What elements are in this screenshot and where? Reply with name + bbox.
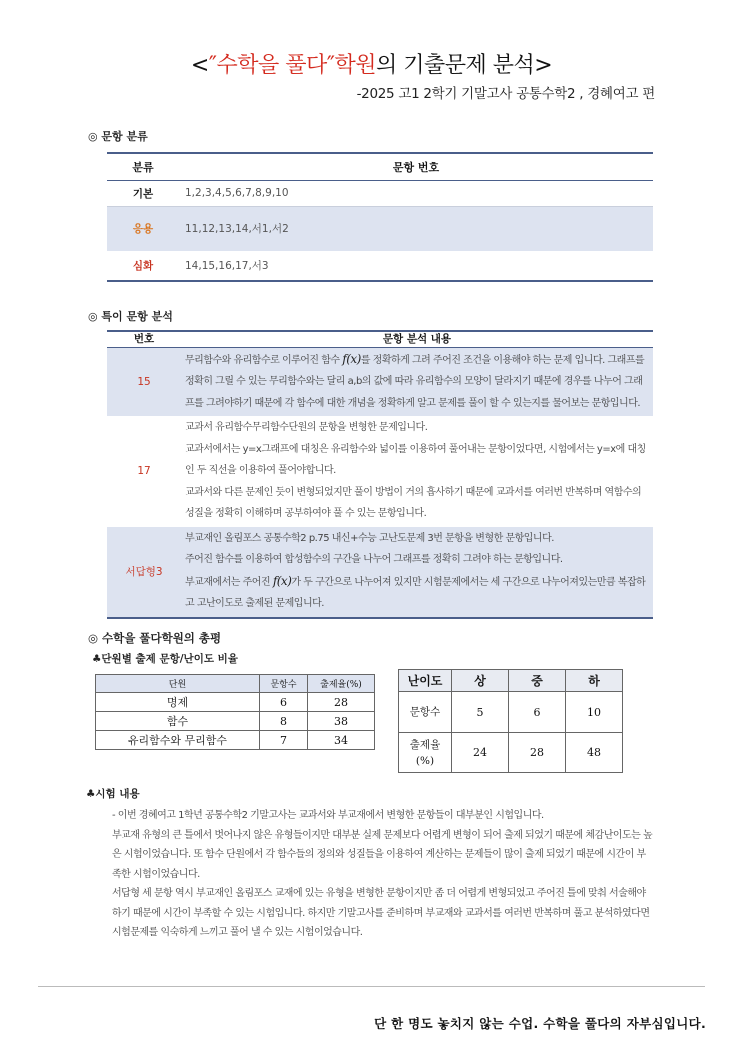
col-category-header: 분류 bbox=[107, 153, 179, 180]
title-academy-name: ″수학을 풀다″학원 bbox=[208, 53, 376, 78]
unit-count: 8 bbox=[260, 712, 308, 731]
unit-header-row bbox=[96, 675, 375, 693]
unit-name: 명제 bbox=[96, 693, 260, 712]
function-fx: f(x) bbox=[272, 573, 292, 588]
difficulty-label: 난이도 bbox=[399, 670, 452, 692]
table-row bbox=[399, 733, 623, 773]
analysis-text-part: 입니다. 그래프를 정확히 그릴 수 있는 무리함수와는 달리 a,b의 값에 따라 유리함수의 모양이 달라지기 때문에 경우를 나누어 그래프를 그려야하기 때문에 각 함수에 대한 개념을 정확하게 알고 문제를 풀이 할 수 있는지를 물어보는 문항입니다. bbox=[185, 354, 645, 409]
analysis-table bbox=[107, 330, 653, 619]
analysis-paragraph: 교과서와 다른 문제인 듯이 변형되었지만 풀이 방법이 거의 흡사하기 때문에 교과서를 여러번 반복하며 역함수의 성질을 정확히 이해하며 공부하여야 풀 수 있는 문항입니다. bbox=[185, 486, 642, 519]
page-subtitle: -2025 고1 2학기 기말고사 공통수학2 , 경혜여고 편 bbox=[356, 86, 655, 102]
rate-high: 24 bbox=[452, 733, 509, 773]
title-suffix: 의 기출문제 분석> bbox=[375, 53, 553, 78]
title-prefix: < bbox=[190, 53, 209, 78]
analysis-paragraph: 교과서에서는 y=x그래프에 대칭은 유리함수와 넓이를 이용하여 풀어내는 문항이었다면, 시험에서는 y=x에 대칭인 두 직선을 이용하여 풀어야합니다. bbox=[185, 443, 646, 476]
analysis-item-text bbox=[181, 347, 653, 416]
analysis-paragraph: 주어진 함수를 이용하여 합성함수의 구간을 나누어 그래프를 정확히 그려야 하는 문항입니다. bbox=[185, 554, 563, 565]
rate-col-header: 출제율(%) bbox=[308, 675, 375, 693]
analysis-item-text bbox=[181, 416, 653, 527]
category-applied: 응용 bbox=[107, 206, 179, 251]
category-basic: 기본 bbox=[107, 180, 179, 206]
col-numbers-header: 문항 번호 bbox=[179, 153, 653, 180]
count-low: 10 bbox=[566, 692, 623, 733]
count-high: 5 bbox=[452, 692, 509, 733]
rate-label-unit: (%) bbox=[415, 754, 435, 767]
table-row bbox=[107, 416, 653, 527]
table-row bbox=[96, 693, 375, 712]
difficulty-low: 하 bbox=[566, 670, 623, 692]
count-col-header: 문항수 bbox=[260, 675, 308, 693]
analysis-text-part: 를 정확하게 그려 주어진 조건을 이용해야 하는 문제 bbox=[360, 354, 572, 366]
count-label: 문항수 bbox=[399, 692, 452, 733]
analysis-item-text bbox=[181, 527, 653, 618]
table-row bbox=[107, 527, 653, 618]
unit-rate: 38 bbox=[308, 712, 375, 731]
analysis-paragraph: 교과서 유리함수무리함수단원의 문항을 변형한 문제입니다. bbox=[185, 422, 428, 433]
footer-divider bbox=[38, 986, 705, 987]
table-row bbox=[96, 712, 375, 731]
analysis-text-part: 가 두 구간으로 나누어져 있지만 시험문제에서는 세 구간으로 나누어져있는만큼 복잡하고 고난이도로 출제된 문제입니다. bbox=[185, 576, 646, 609]
exam-content bbox=[112, 806, 654, 943]
unit-name: 유리함수와 무리함수 bbox=[96, 731, 260, 750]
unit-col-header: 단원 bbox=[96, 675, 260, 693]
function-fx: f(x) bbox=[342, 351, 361, 366]
unit-rate: 34 bbox=[308, 731, 375, 750]
analysis-item-no: 17 bbox=[137, 465, 151, 478]
unit-ratio-heading: ♣단원별 출제 문항/난이도 비율 bbox=[92, 653, 238, 665]
table-row bbox=[107, 180, 653, 206]
category-advanced: 심화 bbox=[107, 251, 179, 281]
basic-numbers: 1,2,3,4,5,6,7,8,9,10 bbox=[179, 180, 653, 206]
unit-table bbox=[95, 674, 375, 750]
unit-rate: 28 bbox=[308, 693, 375, 712]
analysis-item-no: 서답형3 bbox=[107, 527, 181, 618]
classification-table bbox=[107, 152, 653, 282]
count-mid: 6 bbox=[509, 692, 566, 733]
col-content-header: 문항 분석 내용 bbox=[181, 331, 653, 347]
difficulty-table bbox=[398, 669, 623, 773]
unit-name: 함수 bbox=[96, 712, 260, 731]
analysis-heading: ◎ 특이 문항 분석 bbox=[88, 310, 173, 323]
page-title bbox=[0, 48, 743, 79]
exam-paragraph: 부교재 유형의 큰 틀에서 벗어나지 않은 유형들이지만 대부분 실제 문제보다 어렵게 변형이 되어 출제 되었기 때문에 체감난이도는 높은 시험이었습니다. 또 함수 단원에서 각 함수들의 정의와 성질들을 이용하여 계산하는 문제들이 많이 출제 되었기 때문에 시간이 부족한 시험이었습니다. bbox=[112, 829, 653, 880]
applied-numbers: 11,12,13,14,서1,서2 bbox=[179, 206, 653, 251]
difficulty-high: 상 bbox=[452, 670, 509, 692]
classification-heading: ◎ 문항 분류 bbox=[88, 130, 148, 143]
analysis-paragraph: 부교재인 올림포스 공통수학2 p.75 내신+수능 고난도문제 3번 문항을 변형한 문항입니다. bbox=[185, 532, 554, 544]
unit-count: 7 bbox=[260, 731, 308, 750]
footer-slogan: 단 한 명도 놓치지 않는 수업. 수학을 풀다의 자부심입니다. bbox=[374, 1016, 706, 1031]
analysis-header-row bbox=[107, 331, 653, 347]
advanced-numbers: 14,15,16,17,서3 bbox=[179, 251, 653, 281]
table-row bbox=[399, 692, 623, 733]
review-heading: ◎ 수학을 풀다학원의 총평 bbox=[88, 631, 222, 645]
rate-mid: 28 bbox=[509, 733, 566, 773]
difficulty-mid: 중 bbox=[509, 670, 566, 692]
classification-header-row bbox=[107, 153, 653, 180]
rate-label bbox=[399, 733, 452, 773]
table-row bbox=[107, 347, 653, 416]
unit-count: 6 bbox=[260, 693, 308, 712]
col-no-header: 번호 bbox=[107, 331, 181, 347]
exam-paragraph: - 이번 경혜여고 1학년 공통수학2 기말고사는 교과서와 부교재에서 변형한 문항들이 대부분인 시험입니다. bbox=[112, 810, 544, 821]
analysis-paragraph bbox=[185, 571, 651, 615]
table-row bbox=[96, 731, 375, 750]
exam-paragraph: 서답형 세 문항 역시 부교재인 올림포스 교재에 있는 유형을 변형한 문항이지만 좀 더 어렵게 변형되었고 주어진 틀에 맞춰 서술해야하기 때문에 시간이 부족할 수 있는 시험입니다. 하지만 기말고사를 준비하며 부교재와 교과서를 여러번 반복하며 풀고 분석하였다면 시험문제를 익숙하게 느끼고 풀어 낼 수 있는 시험이었습니다. bbox=[112, 888, 650, 938]
difficulty-header-row bbox=[399, 670, 623, 692]
table-row bbox=[107, 206, 653, 251]
analysis-item-no: 15 bbox=[107, 347, 181, 416]
rate-label-line: 출제율 bbox=[409, 738, 441, 751]
rate-low: 48 bbox=[566, 733, 623, 773]
exam-heading: ♣시험 내용 bbox=[86, 788, 140, 800]
table-row bbox=[107, 251, 653, 281]
analysis-text-part: 무리함수와 유리함수로 이루어진 함수 bbox=[185, 354, 343, 366]
analysis-text-part: 부교재에서는 주어진 bbox=[185, 576, 273, 588]
